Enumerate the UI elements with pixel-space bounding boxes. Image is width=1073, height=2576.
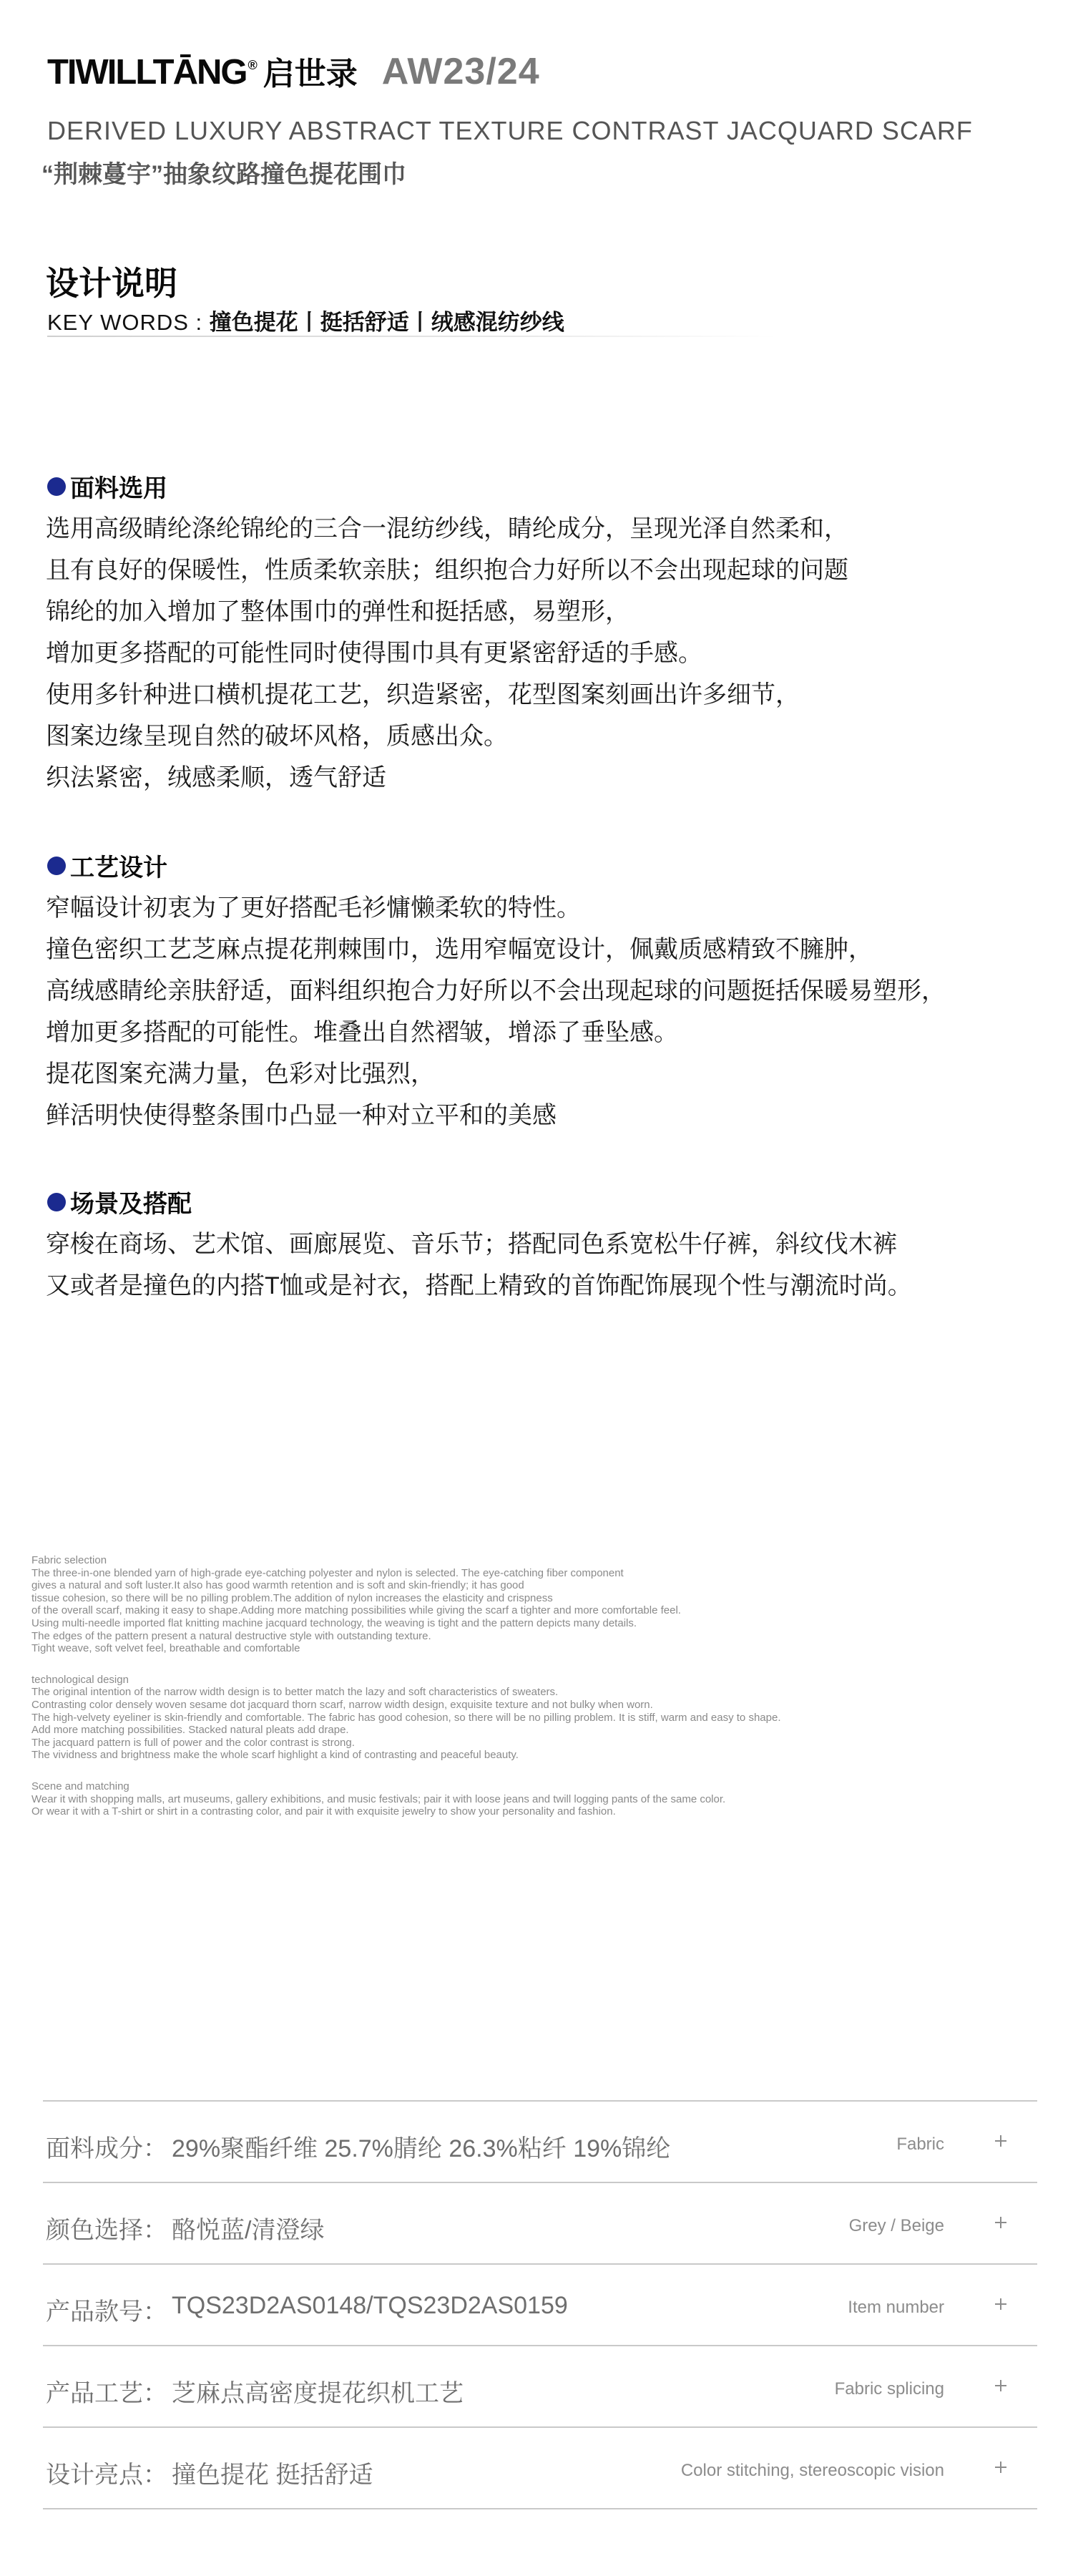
brand-header	[47, 40, 540, 90]
product-title-chinese: “荆棘蔓宇”抽象纹路撞色提花围巾	[41, 161, 406, 188]
spec-row-highlight[interactable]	[43, 2428, 1037, 2509]
english-note-line: Using multi-needle imported flat knitting machine jacquard technology, the weaving is tight and the pattern depicts many details.	[31, 1616, 637, 1629]
spec-row-item-number[interactable]	[43, 2265, 1037, 2346]
body-line: 鲜活明快使得整条围巾凸显一种对立平和的美感	[46, 1102, 557, 1129]
spec-label: 面料成分：	[46, 2135, 167, 2162]
spec-value: 撞色提花 挺括舒适	[172, 2462, 373, 2489]
english-notes	[31, 1554, 780, 1818]
spec-label: 颜色选择：	[46, 2217, 167, 2244]
keywords-line	[47, 304, 564, 336]
brand-logo: TIWILLTĀNG	[47, 53, 247, 92]
english-note-line: Add more matching possibilities. Stacked natural pleats add drape.	[31, 1724, 349, 1737]
season-label: AW23/24	[381, 51, 540, 92]
section-title-craft	[47, 848, 167, 883]
spec-label: 产品工艺：	[46, 2380, 167, 2407]
product-title-english: DERIVED LUXURY ABSTRACT TEXTURE CONTRAST JACQUARD SCARF	[47, 116, 973, 145]
english-note-line: The edges of the pattern present a natural destructive style with outstanding texture.	[31, 1629, 431, 1642]
spec-note: Item number	[848, 2298, 944, 2317]
english-note-line: Tight weave, soft velvet feel, breathable and comfortable	[31, 1642, 300, 1655]
section-title-fabric	[47, 469, 167, 504]
keywords-value: 撞色提花丨挺括舒适丨绒感混纺纱线	[209, 310, 564, 335]
body-line: 锦纶的加入增加了整体围巾的弹性和挺括感，易塑形，	[46, 598, 629, 625]
english-note-line: Fabric selection	[31, 1554, 107, 1566]
spec-row-color[interactable]	[43, 2183, 1037, 2265]
english-note-line: The vividness and brightness make the whole scarf highlight a kind of contrasting and peaceful beauty.	[31, 1749, 519, 1762]
keywords-underline	[47, 336, 777, 337]
bullet-dot-icon	[47, 1193, 66, 1211]
spec-value: 芝麻点高密度提花织机工艺	[172, 2380, 464, 2407]
english-note-line: The jacquard pattern is full of power and the color contrast is strong.	[31, 1736, 355, 1749]
spec-note: Fabric splicing	[834, 2379, 944, 2399]
body-line: 使用多针种进口横机提花工艺，织造紧密，花型图案刻画出许多细节，	[46, 681, 800, 708]
english-note-line: Wear it with shopping malls, art museums, gallery exhibitions, and music festivals; pair it with loose jeans and twill logging pants of the same color.	[31, 1792, 726, 1805]
english-note-line: Contrasting color densely woven sesame dot jacquard thorn scarf, narrow width design, exquisite texture and not bulky when worn.	[31, 1698, 653, 1711]
plus-icon[interactable]	[989, 2373, 1013, 2398]
body-line: 又或者是撞色的内搭T恤或是衬衣，搭配上精致的首饰配饰展现个性与潮流时尚。	[46, 1272, 912, 1299]
spec-note: Fabric	[896, 2135, 944, 2154]
body-line: 图案边缘呈现自然的破坏风格，质感出众。	[46, 723, 508, 750]
section-title-text: 场景及搭配	[70, 1191, 192, 1218]
section-body-scene	[46, 1224, 912, 1307]
spec-row-craft[interactable]	[43, 2346, 1037, 2428]
body-line: 增加更多搭配的可能性。堆叠出自然褶皱，增添了垂坠感。	[46, 1019, 678, 1046]
english-note-line: gives a natural and soft luster.It also has good warmth retention and is soft and skin-friendly; it has good	[31, 1579, 524, 1592]
body-line: 提花图案充满力量，色彩对比强烈，	[46, 1060, 435, 1088]
body-line: 增加更多搭配的可能性同时使得围巾具有更紧密舒适的手感。	[46, 640, 702, 667]
body-line: 高绒感睛纶亲肤舒适，面料组织抱合力好所以不会出现起球的问题挺括保暖易塑形，	[46, 977, 946, 1005]
body-line: 织法紧密，绒感柔顺，透气舒适	[46, 764, 386, 791]
keywords-label: KEY WORDS :	[47, 310, 210, 335]
body-line: 穿梭在商场、艺术馆、画廊展览、音乐节；搭配同色系宽松牛仔裤，斜纹伐木裤	[46, 1231, 897, 1258]
bullet-dot-icon	[47, 857, 66, 875]
spec-value: TQS23D2AS0148/TQS23D2AS0159	[172, 2292, 568, 2319]
spec-note: Grey / Beige	[848, 2216, 944, 2235]
english-note-line: Or wear it with a T-shirt or shirt in a contrasting color, and pair it with exquisite jewelry to show your personality and fashion.	[31, 1805, 616, 1818]
plus-icon[interactable]	[989, 2129, 1013, 2153]
section-title-text: 面料选用	[70, 475, 167, 502]
section-title-text: 工艺设计	[70, 854, 167, 882]
spec-row-fabric[interactable]	[43, 2102, 1037, 2183]
spec-note: Color stitching, stereoscopic vision	[680, 2461, 944, 2480]
body-line: 撞色密织工艺芝麻点提花荆棘围巾，选用窄幅宽设计，佩戴质感精致不臃肿，	[46, 936, 873, 963]
english-note-line: technological design	[31, 1673, 129, 1686]
spec-value: 酪悦蓝/清澄绿	[172, 2217, 325, 2244]
plus-icon[interactable]	[989, 2210, 1013, 2235]
body-line: 且有良好的保暖性，性质柔软亲肤；组织抱合力好所以不会出现起球的问题	[46, 557, 848, 584]
spec-list	[43, 2100, 1037, 2509]
english-note-line: The original intention of the narrow width design is to better match the lazy and soft characteristics of sweaters.	[31, 1686, 559, 1699]
english-note-line: Scene and matching	[31, 1780, 129, 1792]
english-note-line: of the overall scarf, making it easy to shape.Adding more matching possibilities while giving the scarf a tighter and more comfortable feel.	[31, 1604, 681, 1617]
brand-chinese-name: 启世录	[263, 57, 358, 92]
section-title-scene	[47, 1184, 192, 1219]
english-note-line: tissue cohesion, so there will be no pilling problem.The addition of nylon increases the elasticity and crispness	[31, 1591, 553, 1604]
section-body-fabric	[46, 508, 848, 799]
plus-icon[interactable]	[989, 2292, 1013, 2316]
spec-label: 产品款号：	[46, 2298, 167, 2326]
spec-label: 设计亮点：	[46, 2462, 167, 2489]
english-note-line: The high-velvety eyeliner is skin-friendly and comfortable. The fabric has good cohesion, so there will be no pilling problem. It is stiff, warm and easy to shape.	[31, 1711, 781, 1724]
design-heading: 设计说明	[46, 265, 177, 302]
spec-value: 29%聚酯纤维 25.7%腈纶 26.3%粘纤 19%锦纶	[172, 2135, 671, 2162]
section-body-craft	[46, 887, 946, 1136]
body-line: 窄幅设计初衷为了更好搭配毛衫慵懒柔软的特性。	[46, 894, 581, 922]
body-line: 选用高级睛纶涤纶锦纶的三合一混纺纱线，睛纶成分，呈现光泽自然柔和，	[46, 515, 848, 542]
bullet-dot-icon	[47, 477, 66, 496]
english-note-line: The three-in-one blended yarn of high-grade eye-catching polyester and nylon is selected. The eye-catching fiber component	[31, 1566, 624, 1579]
plus-icon[interactable]	[989, 2455, 1013, 2479]
registered-mark: ®	[248, 58, 258, 72]
